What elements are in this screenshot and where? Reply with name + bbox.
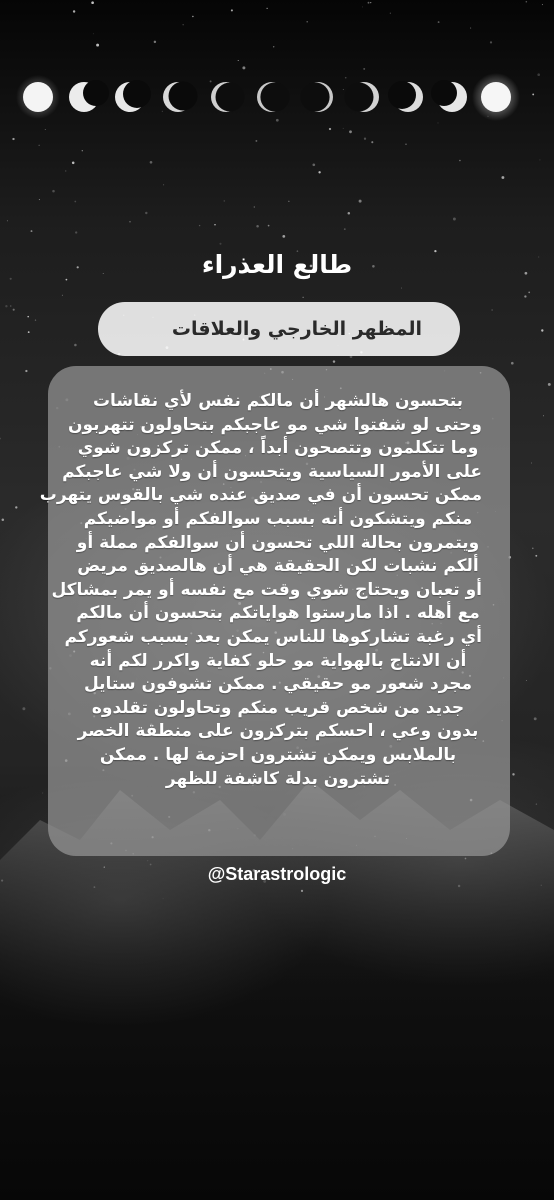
star-dot — [96, 44, 99, 47]
crescent-moon-icon — [300, 82, 333, 112]
text-line: ويتمرون بحالة اللي تحسون أن سوالفكم مملة أو — [76, 532, 480, 553]
star-dot — [93, 33, 94, 34]
crescent-moon-icon — [345, 82, 380, 112]
star-dot — [27, 316, 29, 318]
text-line: مع أهله . اذا مارستوا هواياتكم بتحسون أن مالكم — [76, 603, 480, 624]
star-dot — [35, 319, 36, 320]
star-dot — [255, 140, 257, 142]
star-dot — [199, 225, 200, 226]
star-dot — [348, 212, 351, 215]
star-dot — [22, 707, 25, 710]
text-line: مجرد شعور مو حقيقي . ممكن تشوفون ستايل — [83, 674, 473, 695]
star-dot — [223, 200, 225, 202]
star-dot — [13, 309, 15, 311]
text-line: تشترون بدلة كاشفة للظهر — [165, 768, 391, 789]
star-dot — [288, 201, 289, 202]
text-line: أو تعبان ويحتاج شوي وقت مع نفسه أو يمر بمشاكل — [51, 579, 482, 600]
text-line: وحتى لو شفتوا شي مو عاجبكم بتحاولون تتهربون — [67, 414, 482, 435]
star-dot — [15, 506, 17, 508]
star-dot — [73, 10, 75, 12]
star-dot — [74, 344, 77, 347]
star-dot — [52, 190, 55, 193]
star-dot — [528, 292, 530, 294]
star-dot — [192, 16, 193, 17]
star-dot — [214, 224, 215, 225]
star-dot — [371, 141, 373, 143]
text-line: على الأمور السياسية ويتحسون أن ولا شي عاجبكم — [62, 461, 482, 482]
star-dot — [438, 21, 440, 23]
star-dot — [526, 1, 528, 3]
star-dot — [150, 161, 153, 164]
star-dot — [459, 160, 461, 162]
waxing-crescent-moon-icon — [431, 80, 467, 112]
account-handle: @Starastrologic — [207, 864, 347, 884]
star-dot — [306, 21, 308, 23]
star-dot — [541, 329, 543, 331]
star-dot — [31, 230, 33, 232]
text-line: جديد من شخص قريب منكم وتحاولون تقلدوه — [91, 697, 465, 718]
star-dot — [542, 4, 543, 5]
star-dot — [65, 170, 66, 171]
star-dot — [254, 206, 255, 207]
star-dot — [368, 2, 370, 4]
waning-gibbous-moon-icon — [69, 80, 109, 112]
star-dot — [74, 201, 76, 203]
star-dot — [539, 159, 540, 160]
star-dot — [501, 176, 504, 179]
text-line: منكم ويتشكون أنه بسبب سوالفكم أو مواضيكم — [83, 508, 473, 529]
star-dot — [370, 2, 371, 3]
star-dot — [534, 717, 537, 720]
star-dot — [511, 362, 514, 365]
star-dot — [129, 221, 131, 223]
crescent-moon-icon — [115, 80, 151, 112]
text-line: بدون وعي ، احسكم بتركزون على منطقة الخصر — [77, 721, 479, 742]
star-dot — [163, 184, 164, 185]
star-dot — [39, 145, 40, 146]
star-dot — [28, 331, 30, 333]
star-dot — [231, 9, 233, 11]
star-dot — [10, 305, 11, 306]
text-line: وما تتكلمون وتتصحون أبداً ، ممكن تركزون شوي — [77, 438, 479, 459]
star-dot — [268, 225, 270, 227]
star-dot — [42, 793, 43, 794]
star-dot — [401, 288, 402, 289]
star-dot — [2, 519, 5, 522]
text-line: ألكم نشبات لكن الحقيقة هي أن هالصديق مريض — [77, 556, 479, 577]
text-line: أن الانتاج بالهواية مو حلو كفاية واكرر لكم أنه — [89, 650, 467, 671]
star-dot — [0, 438, 1, 440]
star-dot — [524, 295, 526, 297]
star-dot — [256, 225, 259, 228]
star-dot — [531, 463, 532, 464]
star-dot — [312, 163, 315, 166]
section-title: المظهر الخارجي والعلاقات — [171, 318, 422, 340]
star-dot — [536, 803, 537, 804]
moon-phases-row — [0, 60, 554, 140]
text-line: أي رغبة تشاركوها للناس يمكن بعد بسبب شعوركم — [64, 626, 482, 647]
star-dot — [82, 150, 83, 151]
star-dot — [491, 309, 492, 310]
star-dot — [154, 41, 156, 43]
star-dot — [62, 295, 63, 296]
crescent-moon-icon — [211, 82, 245, 112]
star-dot — [333, 360, 335, 362]
star-dot — [362, 6, 363, 7]
star-dot — [405, 144, 406, 145]
full-moon-icon — [16, 75, 60, 119]
star-dot — [7, 220, 8, 221]
star-dot — [282, 235, 285, 238]
star-dot — [359, 200, 362, 203]
star-dot — [72, 162, 75, 165]
star-dot — [318, 171, 320, 173]
star-dot — [526, 680, 527, 681]
star-dot — [273, 46, 274, 47]
star-dot — [39, 199, 40, 200]
text-line: ممكن تحسون أن في صديق عنده شي بالقوس يتهرب — [39, 485, 482, 506]
star-dot — [543, 415, 544, 416]
full-moon-icon — [472, 73, 520, 121]
star-dot — [548, 383, 551, 386]
star-dot — [512, 773, 514, 775]
star-dot — [91, 1, 94, 4]
section-pill — [98, 302, 460, 356]
star-dot — [145, 212, 147, 214]
crescent-moon-icon — [388, 81, 423, 112]
star-dot — [344, 228, 346, 230]
star-dot — [470, 28, 471, 29]
star-dot — [303, 297, 304, 298]
crescent-moon-icon — [257, 82, 290, 112]
star-dot — [390, 13, 391, 14]
star-dot — [267, 8, 268, 9]
star-dot — [5, 305, 7, 307]
star-dot — [490, 41, 492, 43]
star-dot — [75, 231, 77, 233]
star-dot — [25, 370, 27, 372]
crescent-moon-icon — [163, 82, 198, 113]
text-line: بتحسون هالشهر أن مالكم نفس لأي نقاشات — [92, 391, 464, 411]
star-dot — [532, 548, 534, 550]
star-dot — [219, 243, 221, 245]
star-dot — [453, 218, 456, 221]
star-dot — [183, 24, 184, 25]
page-title: طالع العذراء — [201, 250, 353, 279]
text-line: بالملابس ويمكن تشترون احزمة لها . ممكن — [99, 744, 457, 765]
horoscope-text-card — [39, 366, 510, 856]
star-dot — [535, 555, 537, 557]
